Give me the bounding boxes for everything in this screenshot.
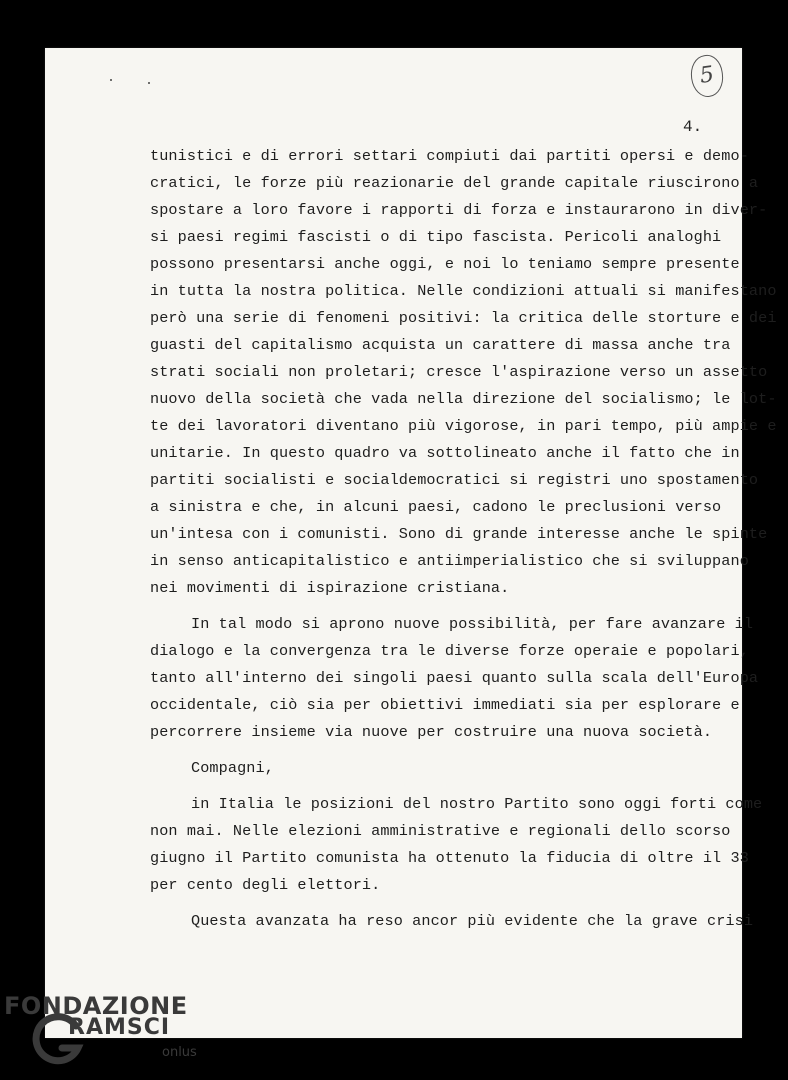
archive-page-number: 5 xyxy=(688,53,726,99)
text-line: unitarie. In questo quadro va sottolineato anche il fatto che in xyxy=(150,444,740,462)
text-line: spostare a loro favore i rapporti di forza e instaurarono in diver- xyxy=(150,201,768,219)
text-line: occidentale, ciò sia per obiettivi immediati sia per esplorare e xyxy=(150,696,740,714)
text-line: un'intesa con i comunisti. Sono di grande interesse anche le spinte xyxy=(150,525,768,543)
text-line: a sinistra e che, in alcuni paesi, cadono le preclusioni verso xyxy=(150,498,722,516)
text-line: Questa avanzata ha reso ancor più evidente che la grave crisi xyxy=(191,912,754,930)
text-line: percorrere insieme via nuove per costruire una nuova società. xyxy=(150,723,713,741)
text-line: però una serie di fenomeni positivi: la critica delle storture e dei xyxy=(150,309,777,327)
text-line: in Italia le posizioni del nostro Partito sono oggi forti come xyxy=(191,795,763,813)
scan-mark xyxy=(110,79,112,81)
text-line: si paesi regimi fascisti o di tipo fascista. Pericoli analoghi xyxy=(150,228,722,246)
watermark-line2: RAMSCI xyxy=(68,1015,171,1040)
text-line: in senso anticapitalistico e antiimperialistico che si sviluppano xyxy=(150,552,749,570)
text-line: Compagni, xyxy=(191,759,274,777)
text-line: possono presentarsi anche oggi, e noi lo teniamo sempre presente xyxy=(150,255,740,273)
fondazione-gramsci-watermark xyxy=(4,992,204,1072)
text-line: strati sociali non proletari; cresce l'aspirazione verso un assetto xyxy=(150,363,768,381)
text-line: cratici, le forze più reazionarie del grande capitale riuscirono a xyxy=(150,174,759,192)
text-line: nei movimenti di ispirazione cristiana. xyxy=(150,579,510,597)
text-line: giugno il Partito comunista ha ottenuto la fiducia di oltre il 33 xyxy=(150,849,749,867)
watermark-line1: FONDAZIONE xyxy=(4,992,188,1020)
text-line: te dei lavoratori diventano più vigorose, in pari tempo, più ampie e xyxy=(150,417,777,435)
text-line: tanto all'interno dei singoli paesi quanto sulla scala dell'Europa xyxy=(150,669,759,687)
text-line: non mai. Nelle elezioni amministrative e regionali dello scorso xyxy=(150,822,731,840)
text-line: in tutta la nostra politica. Nelle condizioni attuali si manifestano xyxy=(150,282,777,300)
text-line: guasti del capitalismo acquista un carattere di massa anche tra xyxy=(150,336,731,354)
text-line: partiti socialisti e socialdemocratici si registri uno spostamento xyxy=(150,471,759,489)
typewritten-body xyxy=(150,143,777,935)
text-line: tunistici e di errori settari compiuti dai partiti opersi e demo- xyxy=(150,147,749,165)
text-line: In tal modo si aprono nuove possibilità, per fare avanzare il xyxy=(191,615,754,633)
text-line: nuovo della società che vada nella direzione del socialismo; le lot- xyxy=(150,390,777,408)
scan-mark xyxy=(148,82,150,84)
text-line: dialogo e la convergenza tra le diverse forze operaie e popolari, xyxy=(150,642,749,660)
text-line: per cento degli elettori. xyxy=(150,876,381,894)
watermark-suffix: onlus xyxy=(162,1045,197,1060)
page-number: 4. xyxy=(683,118,703,136)
